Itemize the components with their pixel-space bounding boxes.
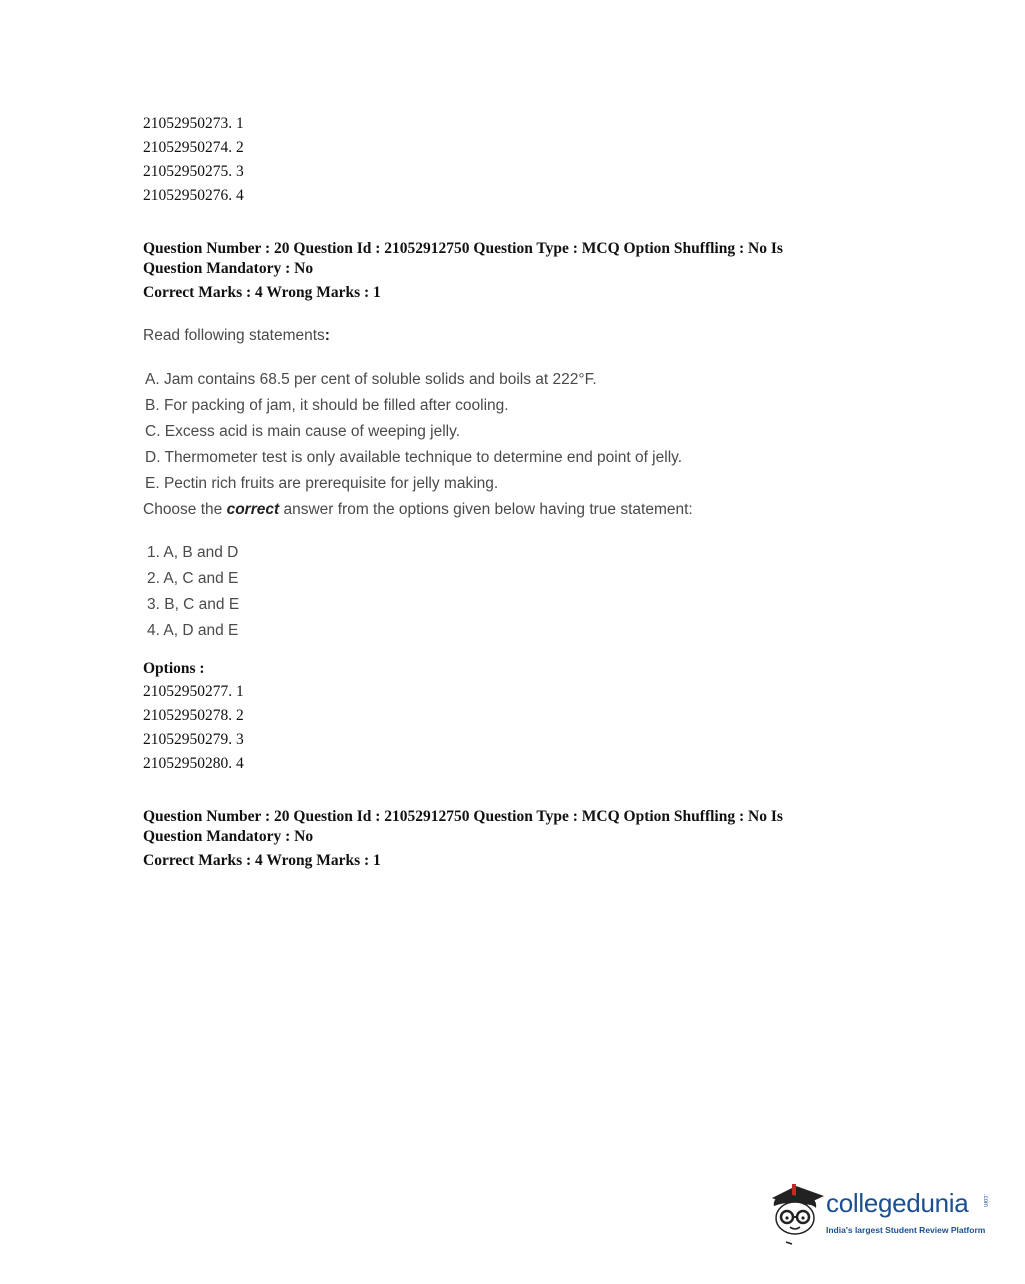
choice-2: 2. A, C and E <box>147 570 239 587</box>
choose-instruction <box>143 501 693 519</box>
options-label: Options : <box>143 660 205 677</box>
question-header-line2: Question Mandatory : No <box>143 260 314 277</box>
question-marks-line: Correct Marks : 4 Wrong Marks : 1 <box>143 284 381 301</box>
choice-3: 3. B, C and E <box>147 596 240 613</box>
mascot-icon <box>766 1180 828 1250</box>
prev-option-3: 21052950275. 3 <box>143 163 244 180</box>
question2-header-line1: Question Number : 20 Question Id : 21052912750 Question Type : MCQ Option Shuffling : No Is <box>143 808 783 825</box>
choose-emphasis: correct <box>226 501 280 518</box>
choice-1: 1. A, B and D <box>147 544 239 561</box>
option-2: 21052950278. 2 <box>143 707 244 724</box>
option-3: 21052950279. 3 <box>143 731 244 748</box>
statement-e: E. Pectin rich fruits are prerequisite for jelly making. <box>145 475 499 492</box>
question-intro-colon: : <box>324 327 330 344</box>
prev-option-1: 21052950273. 1 <box>143 115 244 132</box>
choose-before: Choose the <box>143 501 227 518</box>
statement-d: D. Thermometer test is only available technique to determine end point of jelly. <box>145 449 683 466</box>
statement-a: A. Jam contains 68.5 per cent of soluble solids and boils at 222°F. <box>145 371 597 388</box>
question-header-line1: Question Number : 20 Question Id : 21052912750 Question Type : MCQ Option Shuffling : No Is <box>143 240 783 257</box>
question-intro-text: Read following statements <box>143 327 325 344</box>
statement-b: B. For packing of jam, it should be filled after cooling. <box>145 397 509 414</box>
prev-option-4: 21052950276. 4 <box>143 187 244 204</box>
statement-c: C. Excess acid is main cause of weeping jelly. <box>145 423 461 440</box>
logo-com: .com <box>982 1194 988 1208</box>
question-intro <box>143 327 330 345</box>
question2-header-line2: Question Mandatory : No <box>143 828 314 845</box>
prev-option-2: 21052950274. 2 <box>143 139 244 156</box>
question2-marks-line: Correct Marks : 4 Wrong Marks : 1 <box>143 852 381 869</box>
collegedunia-logo <box>766 1180 996 1250</box>
logo-wordmark: collegedunia <box>826 1188 969 1218</box>
logo-tagline: India's largest Student Review Platform <box>826 1225 986 1235</box>
option-4: 21052950280. 4 <box>143 755 244 772</box>
option-1: 21052950277. 1 <box>143 683 244 700</box>
choice-4: 4. A, D and E <box>147 622 239 639</box>
choose-after: answer from the options given below having true statement: <box>279 501 693 518</box>
